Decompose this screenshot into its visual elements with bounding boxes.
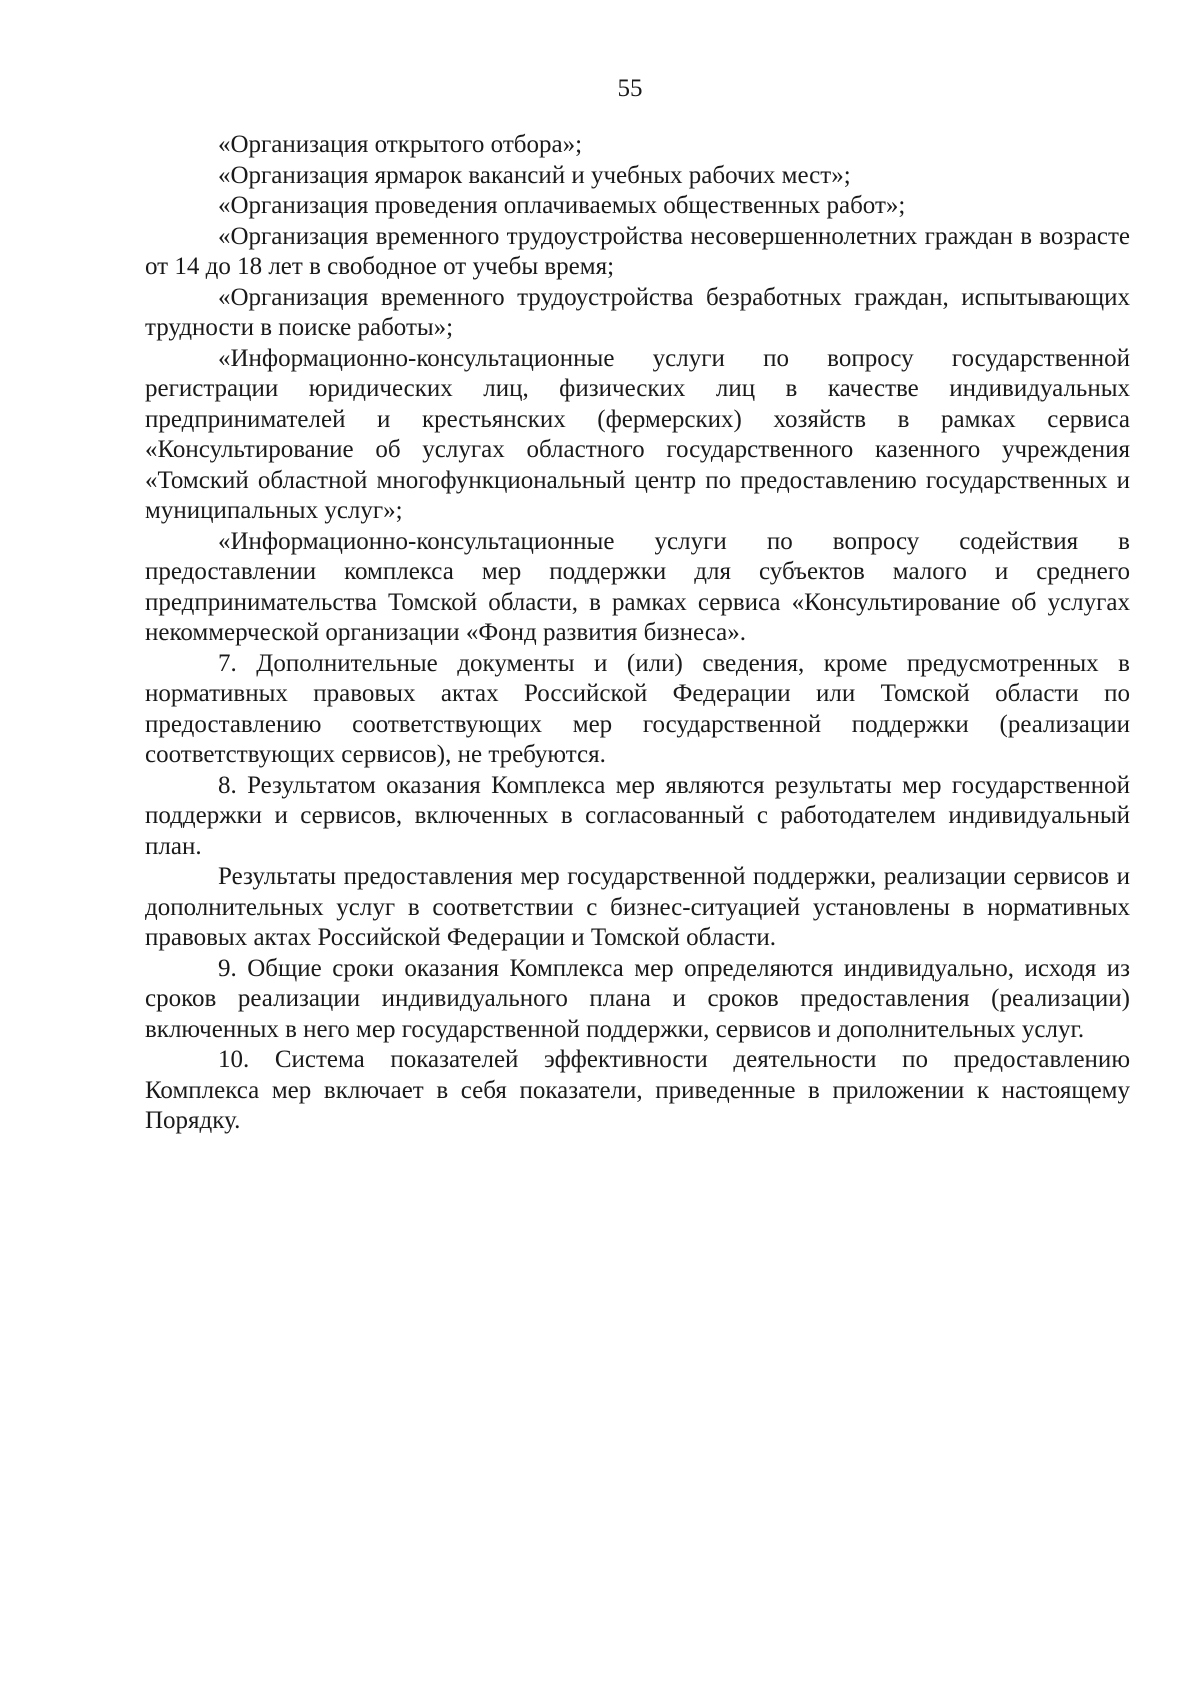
paragraph-results: Результаты предоставления мер государственной поддержки, реализации сервисов и дополнительных услуг в соответствии с бизнес-ситуацией установлены в нормативных правовых актах Российской Федерации и Томской области.	[145, 863, 1130, 951]
paragraph-item-9: 9. Общие сроки оказания Комплекса мер определяются индивидуально, исходя из сроков реализации индивидуального плана и сроков предоставления (реализации) включенных в него мер государственной поддержки, сервисов и дополнительных услуг.	[145, 954, 1130, 1043]
paragraph-registration-consulting: «Информационно-консультационные услуги по вопросу государственной регистрации юридических лиц, физических лиц в качестве индивидуальных предпринимателей и крестьянских (фермерских) хозяйств в рамках сервиса «Консультирование об услугах областного государственного казенного учреждения «Томский областной многофункциональный центр по предоставлению государственных и муниципальных услуг»;	[145, 344, 1130, 524]
paragraph-minors-employment: «Организация временного трудоустройства несовершеннолетних граждан в возрасте от 14 до 18 лет в свободное от учебы время;	[145, 222, 1130, 280]
paragraph-open-selection: «Организация открытого отбора»;	[218, 131, 583, 158]
paragraph-job-fairs: «Организация ярмарок вакансий и учебных рабочих мест»;	[218, 161, 851, 189]
paragraph-item-10: 10. Система показателей эффективности деятельности по предоставлению Комплекса мер включает в себя показатели, приведенные в приложении к настоящему Порядку.	[145, 1046, 1130, 1134]
paragraph-item-7: 7. Дополнительные документы и (или) сведения, кроме предусмотренных в нормативных правовых актах Российской Федерации или Томской области по предоставлению соответствующих мер государственной поддержки (реализации соответствующих сервисов), не требуются.	[145, 649, 1130, 768]
paragraph-public-works: «Организация проведения оплачиваемых общественных работ»;	[218, 192, 906, 219]
document-body	[145, 130, 1130, 1137]
page-number: 55	[617, 75, 643, 102]
paragraph-unemployed-employment: «Организация временного трудоустройства безработных граждан, испытывающих трудности в поиске работы»;	[145, 283, 1130, 341]
paragraph-item-8: 8. Результатом оказания Комплекса мер являются результаты мер государственной поддержки и сервисов, включенных в согласованный с работодателем индивидуальный план.	[145, 771, 1130, 860]
paragraph-sme-consulting: «Информационно-консультационные услуги по вопросу содействия в предоставлении комплекса мер поддержки для субъектов малого и среднего предпринимательства Томской области, в рамках сервиса «Консультирование об услугах некоммерческой организации «Фонд развития бизнеса».	[145, 527, 1130, 646]
